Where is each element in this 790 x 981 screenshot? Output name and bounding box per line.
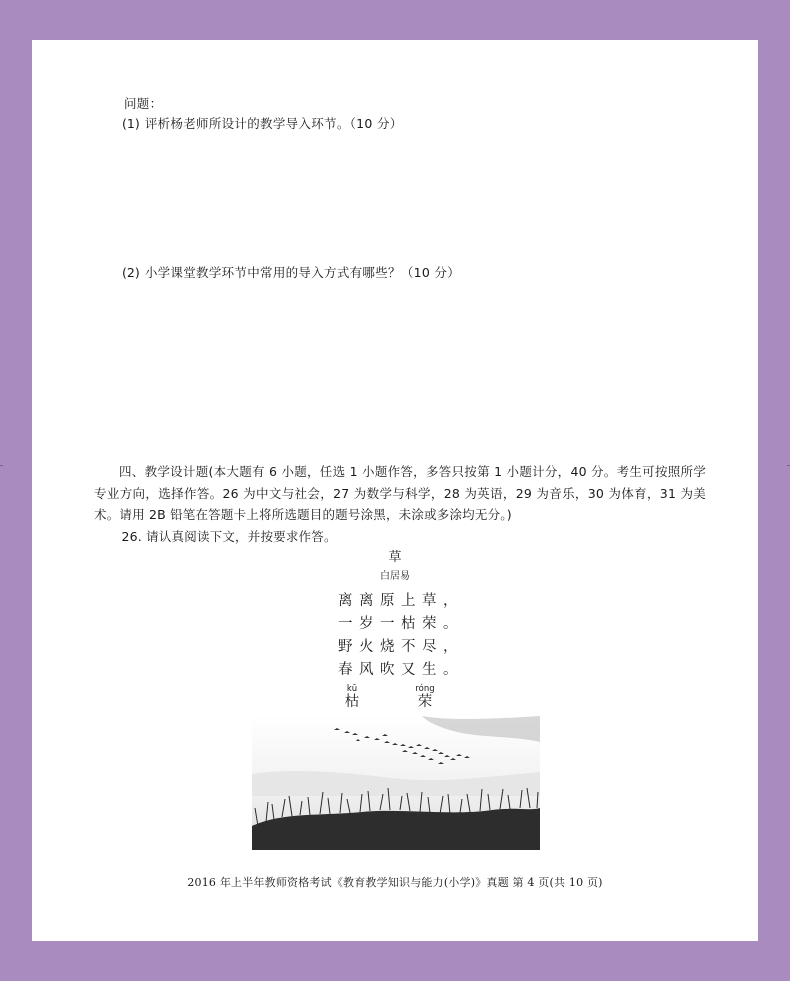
poem-line: 一岁一枯荣。 [338,616,464,632]
pinyin-ku: kū [346,684,358,694]
poem-line: 春风吹又生。 [338,662,464,678]
glossary-rong [410,684,440,710]
poem-line: 野火烧不尽， [338,639,464,655]
pinyin-rong: róng [415,684,435,694]
question-1 [122,113,403,132]
section-4-intro [94,461,706,547]
question-1-text: 评析杨老师所设计的教学导入环节。（10 分） [144,116,403,131]
left-edge-mark [0,465,3,466]
page-footer: 2016 年上半年教师资格考试《教育教学知识与能力(小学)》真题 第 4 页(共 10 页) [187,876,603,889]
char-rong: 荣 [417,694,433,710]
question-2-number: (2) [122,265,140,280]
question-1-number: (1) [122,116,140,131]
poem-author: 白居易 [380,571,410,582]
question-2 [122,262,460,281]
question-2-text: 小学课堂教学环节中常用的导入方式有哪些？（10 分） [144,265,460,280]
char-ku: 枯 [344,694,360,710]
glossary-ku [338,684,366,710]
question-26-prompt: 26. 请认真阅读下文，并按要求作答。 [121,528,337,544]
questions-header: 问题： [124,96,163,111]
exam-page [32,40,758,941]
grassland-illustration [252,716,540,850]
poem-title: 草 [388,550,402,565]
section-4-instructions: 四、教学设计题(本大题有 6 小题，任选 1 小题作答，多答只按第 1 小题计分，40 分。考生可按照所学专业方向，选择作答。26 为中文与社会，27 为数学与科学，28 为英语，29 为音乐，30 为体育，31 为美术。请用 2B 铅笔在答题卡上将所选题目的题号涂黑，未涂或多涂均无分。) [94,464,706,522]
poem-line: 离离原上草， [338,593,464,609]
